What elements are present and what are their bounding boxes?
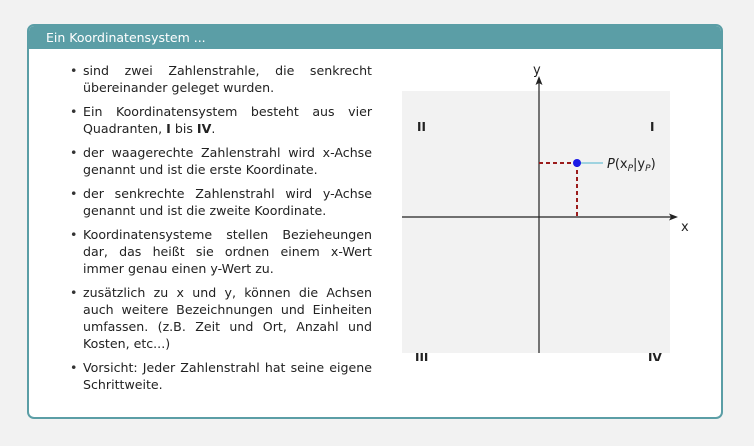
coordinate-diagram <box>397 61 697 361</box>
list-item <box>70 284 372 352</box>
y-axis-label: y <box>533 63 541 78</box>
list-item-text: zusätzlich zu x und y, können die Achsen auch weitere Bezeichnungen und Einheiten umfassen. (z.B. Zeit und Ort, Anzahl und Kosten, etc...) <box>83 285 372 351</box>
box-title: Ein Koordinatensystem ... <box>29 26 721 49</box>
diagram-background <box>402 91 670 353</box>
quadrant-label-1: I <box>650 120 655 134</box>
list-item-text: sind zwei Zahlenstrahle, die senkrecht übereinander geleget wurden. <box>83 63 372 95</box>
list-item <box>70 144 372 178</box>
list-item <box>70 185 372 219</box>
point-p-marker <box>573 159 581 167</box>
list-item-text: der waagerechte Zahlenstrahl wird x-Achse genannt und ist die erste Koordinate. <box>83 145 372 177</box>
list-item <box>70 62 372 96</box>
point-p-label: $P(x_P|y_P)$ <box>607 157 656 174</box>
list-item-text: Koordinatensysteme stellen Bezieheungen dar, das heißt sie ordnen einem x-Wert immer genau einen y-Wert zu. <box>83 227 372 276</box>
list-item-text: Vorsicht: Jeder Zahlenstrahl hat seine eigene Schrittweite. <box>83 360 372 392</box>
quadrant-label-4: IV <box>648 351 662 361</box>
list-item-text: der senkrechte Zahlenstrahl wird y-Achse genannt und ist die zweite Koordinate. <box>83 186 372 218</box>
list-item-text-pre: Ein Koordinatensystem besteht aus vier Quadranten, <box>83 104 372 136</box>
list-item-text-post: . <box>211 121 216 136</box>
quadrant-label-3: III <box>415 351 429 361</box>
bullet-list <box>70 62 372 400</box>
list-item-text-mid: bis <box>170 121 197 136</box>
x-axis-label: x <box>681 220 689 235</box>
list-item-bold-last: IV <box>196 121 212 136</box>
info-box <box>27 24 723 419</box>
list-item <box>70 103 372 137</box>
list-item-bold-first: I <box>166 121 171 136</box>
list-item <box>70 359 372 393</box>
quadrant-label-2: II <box>417 120 426 134</box>
list-item <box>70 226 372 277</box>
